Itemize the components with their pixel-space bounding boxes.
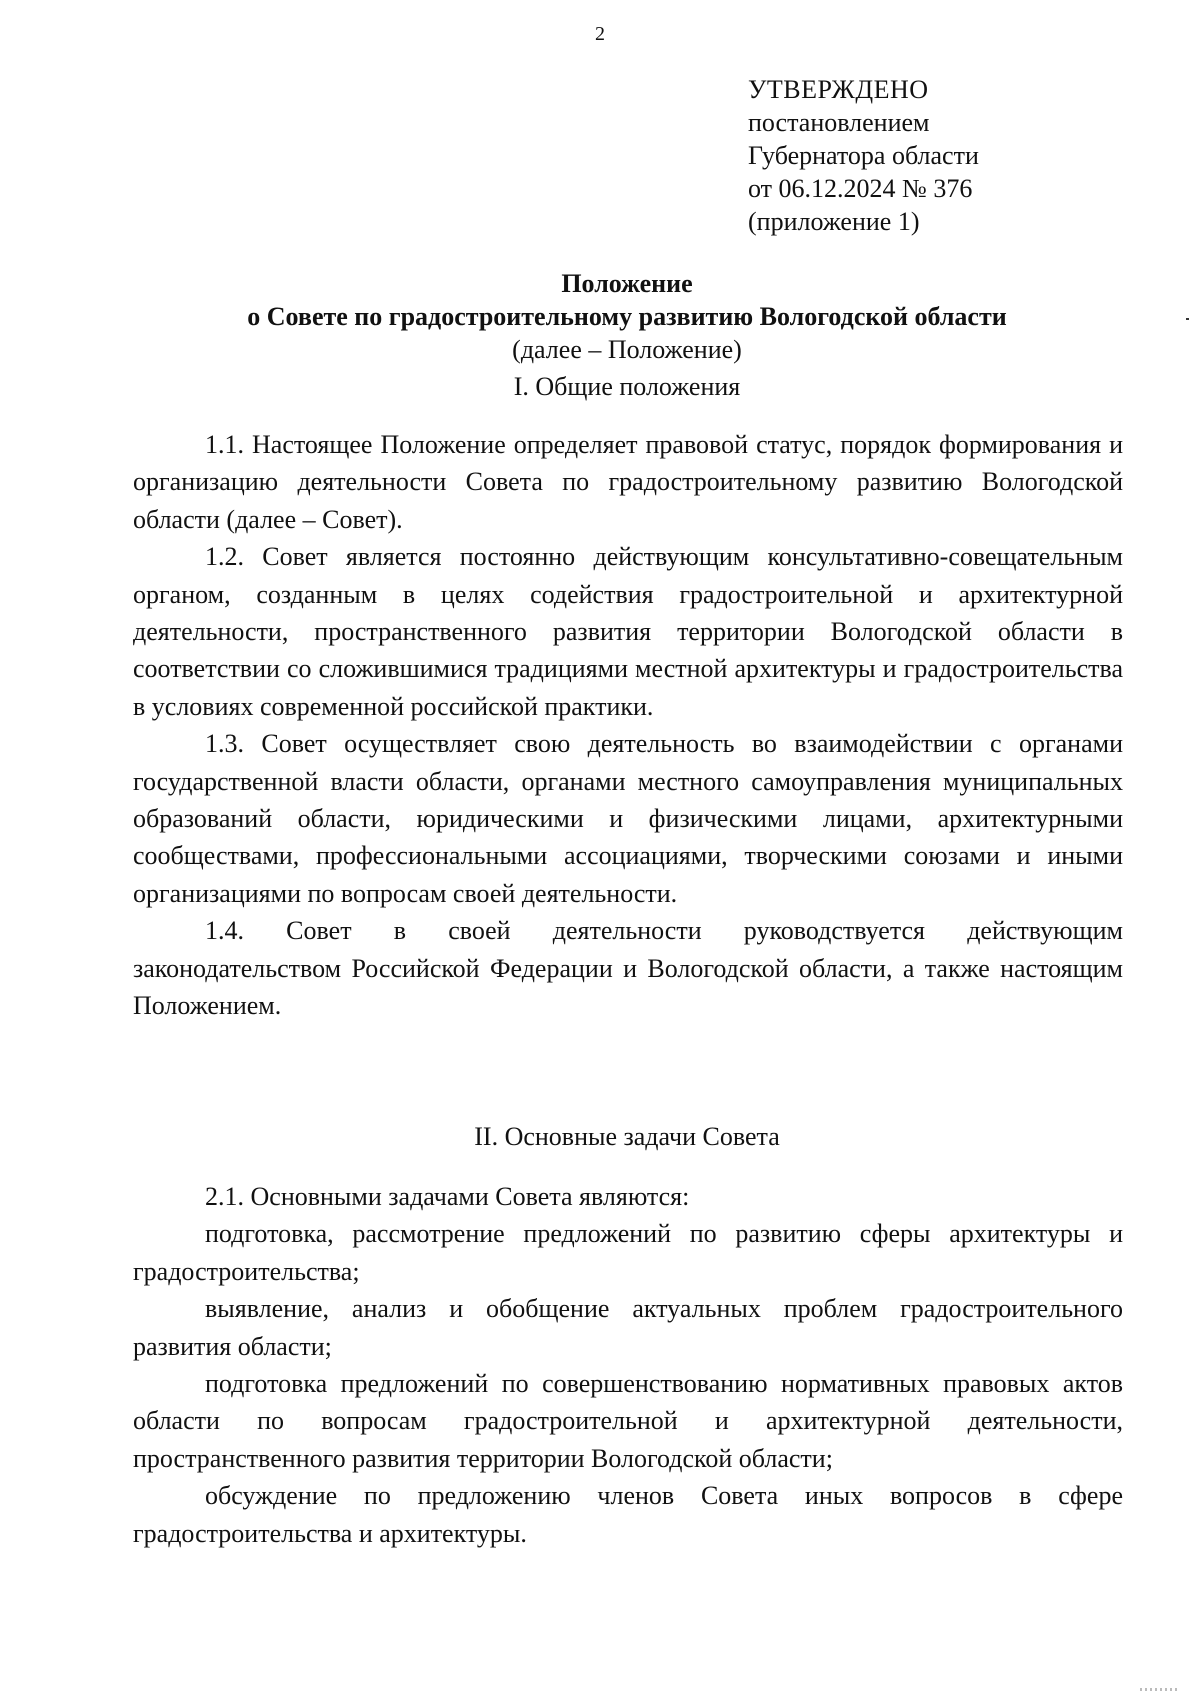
list-item-task-3: подготовка предложений по совершенствованию нормативных правовых актов области по вопросам градостроительной и архитектурной деятельности, пространственного развития территории Вологодской области;	[133, 1369, 1123, 1473]
document-title	[0, 267, 1200, 366]
paragraph-1-1: 1.1. Настоящее Положение определяет правовой статус, порядок формирования и организацию деятельности Совета по градостроительному развитию Вологодской области (далее – Совет).	[133, 430, 1123, 534]
section-2-heading: II. Основные задачи Совета	[474, 1122, 780, 1151]
list-item-task-4: обсуждение по предложению членов Совета иных вопросов в сфере градостроительства и архитектуры.	[133, 1481, 1123, 1548]
approval-line-governor: Губернатора области	[748, 141, 979, 170]
section-1-heading: I. Общие положения	[513, 372, 741, 401]
list-item-task-2: выявление, анализ и обобщение актуальных проблем градостроительного развития области;	[133, 1294, 1123, 1361]
approval-line-date-number: от 06.12.2024 № 376	[748, 174, 973, 203]
page-number: 2	[595, 23, 605, 45]
approval-stamp-block	[748, 73, 1148, 238]
list-item-task-1: подготовка, рассмотрение предложений по развитию сферы архитектуры и градостроительства;	[133, 1219, 1123, 1286]
section-2-body	[133, 1178, 1123, 1552]
paragraph-2-1: 2.1. Основными задачами Совета являются:	[205, 1182, 690, 1211]
paragraph-1-2: 1.2. Совет является постоянно действующим консультативно-совещательным органом, созданным в целях содействия градостроительной и архитектурной деятельности, пространственного развития территории Вологодской области в соответствии со сложившимися традициями местной архитектуры и градостроительства в условиях современной российской практики.	[133, 542, 1123, 721]
scan-edge-artifact	[1140, 1688, 1180, 1691]
scan-speck	[1186, 318, 1189, 320]
approval-line-appendix: (приложение 1)	[748, 207, 920, 236]
approval-line-resolution: постановлением	[748, 108, 930, 137]
paragraph-1-3: 1.3. Совет осуществляет свою деятельность во взаимодействии с органами государственной власти области, органами местного самоуправления муниципальных образований области, юридическими и физическими лицами, архитектурными сообществами, профессиональными ассоциациями, творческими союзами и иными организациями по вопросам своей деятельности.	[133, 729, 1123, 908]
paragraph-1-4: 1.4. Совет в своей деятельности руководствуется действующим законодательством Российской Федерации и Вологодской области, а также настоящим Положением.	[133, 916, 1123, 1021]
title-line-1: Положение	[561, 269, 693, 298]
approval-heading: УТВЕРЖДЕНО	[748, 75, 929, 104]
title-line-3: (далее – Положение)	[512, 335, 742, 364]
title-line-2: о Совете по градостроительному развитию Вологодской области	[247, 302, 1007, 331]
section-1-body	[133, 426, 1123, 1025]
